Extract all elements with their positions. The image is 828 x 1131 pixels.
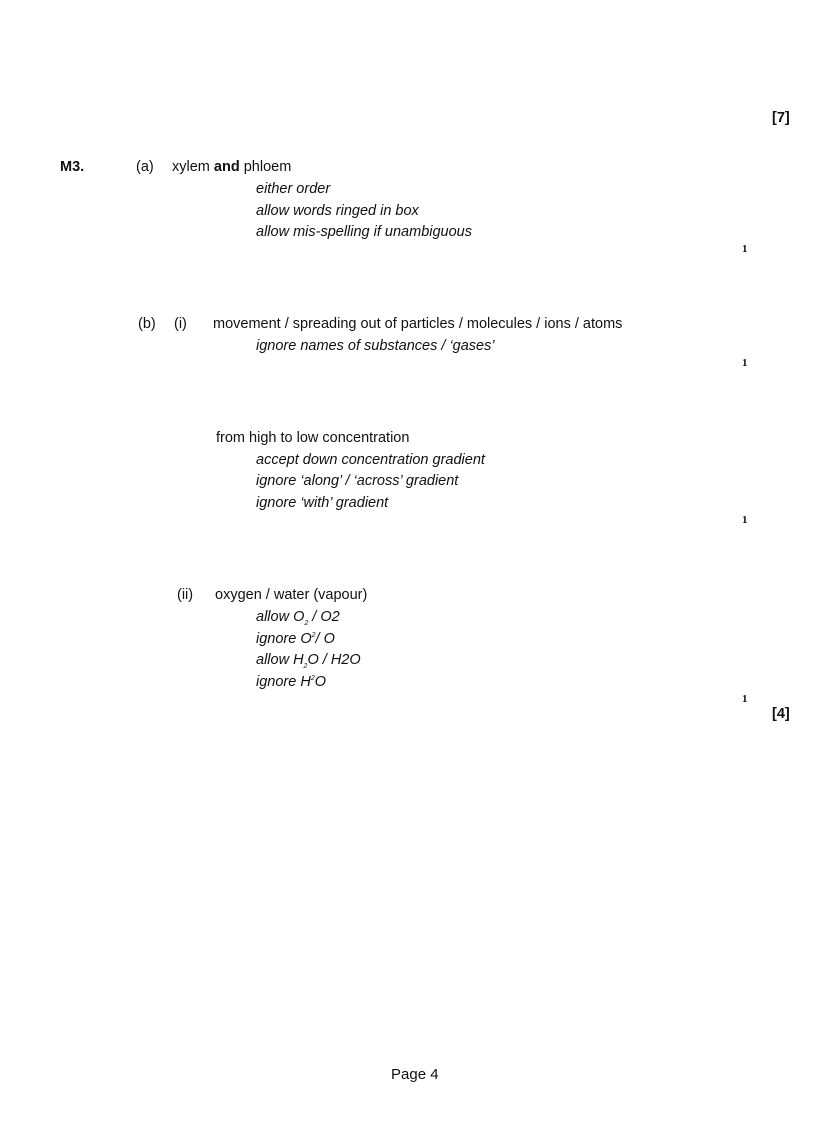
part-a-mark: 1 <box>742 243 748 255</box>
part-a-answer-post: phloem <box>243 159 292 175</box>
part-b-i-note: ignore names of substances / ‘gases’ <box>256 338 495 354</box>
page-number: Page 4 <box>391 1066 439 1083</box>
part-b-ii-mark: 1 <box>742 693 748 705</box>
part-b-ii-answer: oxygen / water (vapour) <box>215 587 368 603</box>
question-total-marks: [4] <box>772 706 790 722</box>
part-a-note-2: allow words ringed in box <box>256 203 419 219</box>
part-b-i-note2-1: accept down concentration gradient <box>256 452 485 468</box>
part-b-ii-note-3: allow $H_2O / H2O$ <box>256 652 361 670</box>
part-b-i-note2-2: ignore ‘along’ / ‘across’ gradient <box>256 473 459 489</box>
part-b-ii-note-1: allow $O_2 / O2$ <box>256 609 340 627</box>
part-a-answer-and: and <box>213 159 240 175</box>
part-b-i-mark-2: 1 <box>742 514 748 526</box>
part-b-i-answer: movement / spreading out of particles / molecules / ions / atoms <box>213 316 623 332</box>
part-a-label: (a) <box>136 159 154 175</box>
part-b-ii-note-2: ignore $O^2/$ O <box>256 631 335 647</box>
part-b-ii-label: (ii) <box>177 587 194 603</box>
part-a-note-3: allow mis-spelling if unambiguous <box>256 224 472 240</box>
part-a-answer-pre: xylem <box>172 159 210 175</box>
part-b-i-answer-2: from high to low concentration <box>216 430 410 446</box>
part-b-label: (b) <box>138 316 156 332</box>
part-b-i-mark: 1 <box>742 357 748 369</box>
part-b-ii-note-4: ignore $H^2O$ <box>256 674 326 690</box>
part-b-i-label: (i) <box>174 316 187 332</box>
part-b-i-note2-3: ignore ‘with’ gradient <box>256 495 389 511</box>
previous-total-marks: [7] <box>772 110 790 126</box>
question-number: M3. <box>60 159 85 175</box>
part-a-note-1: either order <box>256 181 331 197</box>
part-a-answer <box>172 158 291 176</box>
